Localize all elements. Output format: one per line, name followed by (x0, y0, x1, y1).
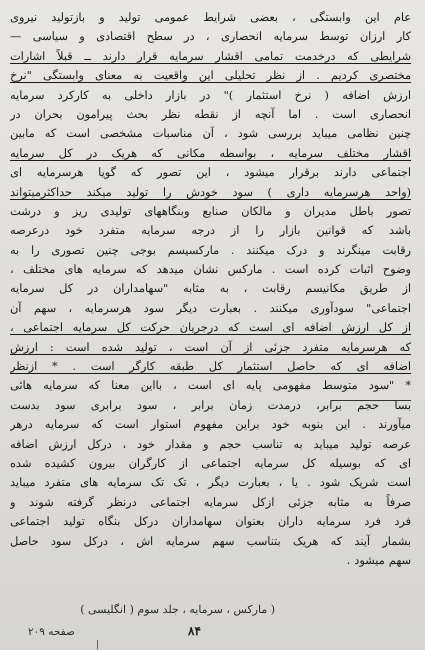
text-line: ارزش اضافه ( نرخ استثمار )" در بازار داخلی به کارکرد سرمایه (10, 88, 411, 102)
text-line: چنین نظامی میباید بررسی شود ، آن مناسبات مشخصی است که مابین (10, 127, 411, 141)
text-line: عرصه تولید میباید به تناسب حجم و مقدار خود ، درکل ارزش اضافه (10, 437, 411, 451)
text-line: میآورند . این بنوبه خود براین مفهوم استوار است که سرمایه درهر (10, 418, 411, 432)
text-line: وضوح اثبات کرده است . مارکس نشان میدهد که سرمایه های مختلف ، (10, 263, 411, 277)
body-text (10, 8, 411, 570)
text-line: اجتماعی دارند برقرار میشود ، این تصور که گویا هرسرمایه ای (10, 166, 411, 180)
text-line: بسا حجم برابر، درمدت زمان برابر ، سود برابری سود بدست (10, 398, 411, 412)
text-line: * "سود متوسط مفهومی پایه ای است ، بااین معنا که سرمایه هائی (10, 379, 411, 393)
text-line: است شریک شود . یا ، بعبارت دیگر ، تک تک سرمایه های متفرد میباید (10, 476, 411, 490)
text-line: بشمار آیند که هریک بتناسب سهم سرمایه اش ، درکل سود حاصل (10, 534, 411, 548)
text-line: اضافه ای که حاصل استثمار کل طبقه کارگر است . * ازنظر (10, 360, 411, 374)
text-line: از کل ارزش اضافه ای است که درجریان حرکت کل سرمایه اجتماعی ، (10, 321, 411, 335)
text-line: انحصاری است . اما آنچه از نقطه نظر بحث پیرامون بحران در (10, 107, 411, 121)
text-line: عام این وابستگی ، بعضی شرایط عمومی تولید و بازتولید نیروی (10, 11, 411, 24)
text-line: تصور باطل مدیران و مالکان صنایع وبنگاههای تولیدی ریز و درشت (10, 204, 411, 218)
text-line: صرفاً به مثابه جزئی ازکل سرمایه اجتماعی درنظر گرفته شوند و (10, 495, 411, 509)
text-line: مختصری کردیم . از نظر تحلیلی این واقعیت به معنای وابستگی "نرخ (10, 69, 411, 83)
text-line: سهم میشود . (346, 553, 411, 567)
text-line: رقابت مینگرند و درک میکنند . مارکسیسم بوجی چنین تصوری را به (10, 243, 411, 257)
text-line: اجتماعی" سودآوری میکنند . بعبارت دیگر سود هرسرمایه ، سهم آن (10, 301, 411, 315)
text-line: (واحد هرسرمایه داری ) سود خودش را تولید میکند حداکثرمیتواند (10, 185, 411, 199)
text-line: از طریق مکانیسم رقابت ، به مثابه "سهامداران در کل سرمایه (10, 282, 411, 296)
footnote-divider (331, 400, 411, 401)
text-line: اقشار مختلف سرمایه ، بواسطه مکانی که هریک در کل سرمایه (10, 146, 411, 160)
text-line: کار ارزان توسط سرمایه انحصاری ، در سطح اقتصادی و سیاسی — (10, 30, 411, 44)
text-line: ای که بوسیله کل سرمایه اجتماعی از کارگران بیرون کشیده شده (10, 456, 411, 470)
text-line: باشد که قوانین بازار را از درجه سرمایه متفرد خود درعرصه (10, 224, 411, 238)
citation-page-reference: صفحه ۲۰۹ (28, 626, 75, 638)
text-line: که هرسرمایه متفرد جزئی از آن است ، تولید شده است : ارزش (10, 340, 411, 354)
page-number: ۸۴ (188, 624, 201, 638)
footnote-citation: ( مارکس ، سرمایه ، جلد سوم ( انگلیسی ) (80, 603, 275, 616)
text-line: فرد فرد سرمایه داران بعنوان سهامداران درکل بنگاه تولید اجتماعی (10, 515, 411, 529)
text-line: شرایطی که درخدمت تمامی اقشار سرمایه قرار دارند ــ قبلاً اشارات (10, 49, 411, 63)
edge-mark: | (96, 640, 100, 650)
